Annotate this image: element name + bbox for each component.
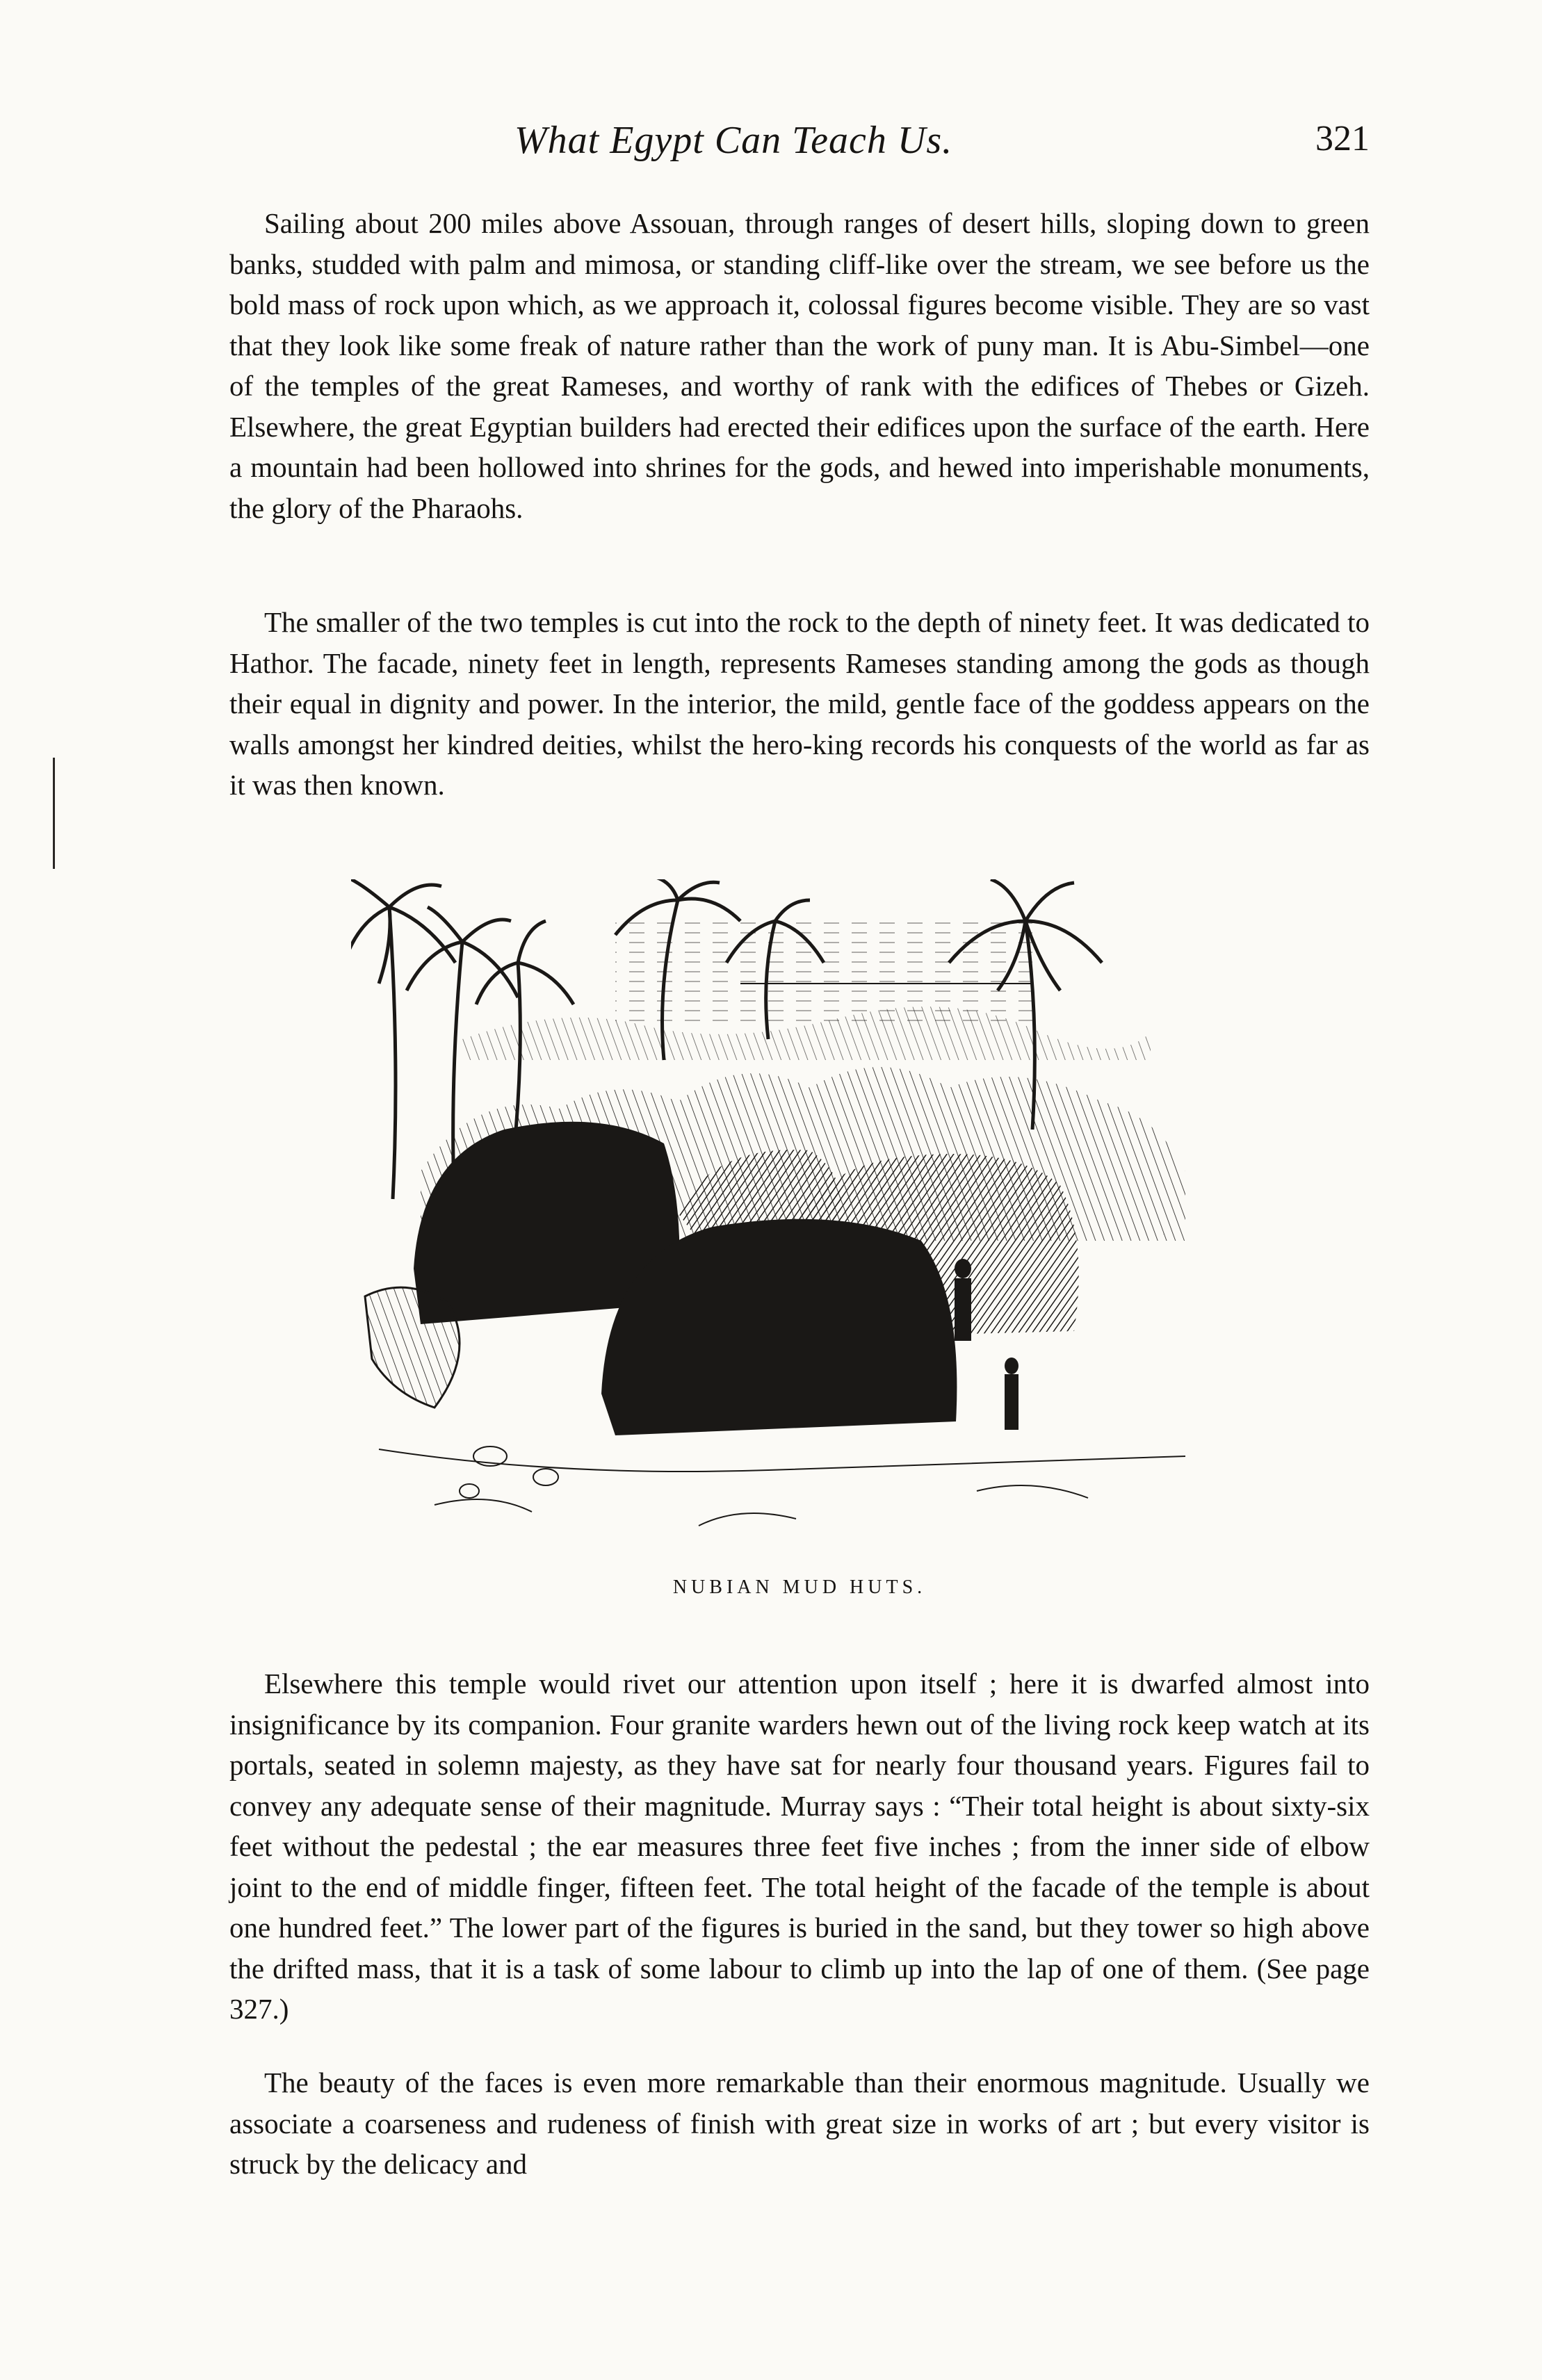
- mud-huts: [414, 1122, 1079, 1435]
- margin-mark: [53, 758, 55, 869]
- page-number: 321: [1315, 119, 1370, 158]
- running-title: What Egypt Can Teach Us.: [514, 119, 953, 162]
- paragraph-3: Elsewhere this temple would rivet our attention upon itself ; here it is dwarfed almost into insignificance by its companion. Four granite warders hewn out of the living rock keep watch at its portals, seated in solemn majesty, as they have sat for nearly four thousand years. Figures fail to convey any adequate sense of their magnitude. Murray says : “Their total height is about sixty-six feet without the pedestal ; the ear measures three feet five inches ; from the inner side of elbow joint to the end of middle finger, fifteen feet. The total height of the facade of the temple is about one hundred feet.” The lower part of the figures is buried in the sand, but they tower so high above the drifted mass, that it is a task of some labour to climb up into the lap of one of them. (See page 327.): [229, 1668, 1370, 2025]
- engraving-nubian-mud-huts: [351, 879, 1227, 1567]
- sky: [615, 921, 1032, 1025]
- figure-caption: NUBIAN MUD HUTS.: [672, 1576, 927, 1598]
- foreground: [379, 1446, 1185, 1526]
- woven-basket: [365, 1287, 460, 1408]
- paragraph-2: The smaller of the two temples is cut into the rock to the depth of ninety feet. It was dedicated to Hathor. The facade, ninety feet in length, represents Rameses standing among the gods as though their equal in dignity and power. In the interior, the mild, gentle face of the goddess appears on the walls amongst her kindred deities, whilst the hero-king records his conquests of the world as far as it was then known.: [229, 606, 1370, 801]
- running-header: [229, 118, 1370, 174]
- paragraph-4: The beauty of the faces is even more remarkable than their enormous magnitude. Usually we associate a coarseness and rudeness of finish with great size in works of art ; but every visitor is struck by the delicacy and: [229, 2067, 1370, 2180]
- engraving-illustration: [351, 879, 1227, 1567]
- paragraph-1: Sailing about 200 miles above Assouan, through ranges of desert hills, sloping down to green banks, studded with palm and mimosa, or standing cliff-like over the stream, we see before us the bold mass of rock upon which, as we approach it, colossal figures become visible. They are so vast that they look like some freak of nature rather than the work of puny man. It is Abu-Simbel—one of the temples of the great Rameses, and worthy of rank with the edifices of Thebes or Gizeh. Elsewhere, the great Egyptian builders had erected their edifices upon the surface of the earth. Here a mountain had been hollowed into shrines for the gods, and hewed into imperishable monuments, the glory of the Pharaohs.: [229, 207, 1370, 524]
